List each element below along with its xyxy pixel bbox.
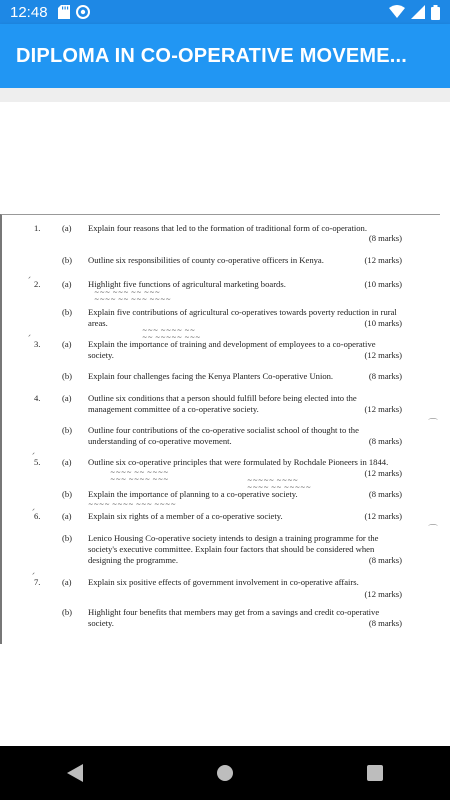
question-part: (b) [62, 255, 73, 265]
question-text: Explain five contributions of agricultural co-operatives towards poverty reduction in rural areas. [88, 307, 397, 328]
question-part: (a) [62, 223, 72, 233]
question-marks: (12 marks) [364, 350, 402, 360]
question-number: 1. [34, 223, 41, 233]
app-title: DIPLOMA IN CO-OPERATIVE MOVEME... [16, 44, 408, 67]
signal-icon [411, 5, 425, 19]
question-part: (b) [62, 371, 73, 381]
question-number: 3. [34, 339, 41, 349]
question-marks: (12 marks) [364, 511, 402, 521]
question-text: Explain four challenges facing the Kenya Planters Co-operative Union. [88, 371, 334, 381]
recents-icon [367, 765, 383, 781]
question-marks: (12 marks) [364, 404, 402, 414]
question-part: (b) [62, 425, 73, 435]
handwritten-notes: ~~~~ ~~ ~~~~ ~~~ ~~~~ ~~~ [110, 468, 169, 483]
question-text: Outline six co-operative principles that were formulated by Rochdale Pioneers in 1844. [88, 457, 389, 467]
home-button[interactable] [195, 746, 255, 800]
handwritten-tick: ˊ [30, 573, 35, 583]
question-marks: (12 marks) [364, 589, 402, 599]
question-part: (a) [62, 511, 72, 521]
question-marks: (12 marks) [364, 468, 402, 478]
question-text: Lenico Housing Co-operative society intends to design a training programme for the society's executive committee. Explain four factors that should be considered when designing the programme. [88, 533, 379, 565]
question-text: Highlight four benefits that members may get from a savings and credit co-operative society. [88, 607, 380, 628]
question-text: Outline six conditions that a person should fulfill before being elected into the management committee of a co-operative society. [88, 393, 357, 414]
question-text: Explain four reasons that led to the formation of traditional form of co-operation. [88, 223, 367, 233]
status-time: 12:48 [10, 3, 48, 21]
question-marks: (8 marks) [368, 436, 402, 446]
question-text: Explain the importance of training and development of employees to a co-operative society. [88, 339, 376, 360]
handwritten-notes: ~~~~ ~~~~ ~~~ ~~~~ [88, 500, 176, 508]
question-part: (b) [62, 533, 73, 543]
back-button[interactable] [45, 746, 105, 800]
handwritten-tick: ˊ [30, 509, 35, 519]
question-marks: (12 marks) [364, 255, 402, 265]
status-bar [0, 0, 450, 24]
question-part: (a) [62, 577, 72, 587]
handwritten-notes: ~~~ ~~~ ~~ ~~~ ~~~~ ~~ ~~~ ~~~~ [94, 288, 172, 303]
question-part: (b) [62, 489, 73, 499]
exam-page [0, 214, 440, 644]
recents-button[interactable] [345, 746, 405, 800]
question-number: 6. [34, 511, 41, 521]
question-part: (a) [62, 339, 72, 349]
handwritten-tick: ˊ [30, 453, 35, 463]
handwritten-tick: ˊ [26, 277, 31, 287]
status-right-icons [389, 5, 440, 20]
question-part: (b) [62, 307, 73, 317]
question-text: Explain six positive effects of government involvement in co-operative affairs. [88, 577, 359, 587]
question-part: (a) [62, 457, 72, 467]
question-number: 7. [34, 577, 41, 587]
sd-card-icon [58, 5, 70, 19]
question-text: Outline six responsibilities of county co-operative officers in Kenya. [88, 255, 324, 265]
question-number: 4. [34, 393, 41, 403]
question-number: 5. [34, 457, 41, 467]
vpn-icon [76, 5, 90, 19]
question-text: Outline four contributions of the co-operative socialist school of thought to the understanding of co-operative movement. [88, 425, 359, 446]
handwritten-notes: ~~~~~ ~~~~ ~~~~ ~~ ~~~~~ [247, 476, 312, 491]
question-marks: (8 marks) [368, 233, 402, 243]
battery-icon [431, 5, 440, 20]
handwritten-tick: ˊ [26, 335, 31, 345]
question-number: 2. [34, 279, 41, 289]
question-marks: (8 marks) [368, 489, 402, 499]
question-text: Highlight five functions of agricultural marketing boards. [88, 279, 286, 289]
back-icon [67, 764, 83, 782]
scan-edge-mark: ⌒ [428, 525, 438, 536]
status-left-icons [58, 5, 90, 19]
question-marks: (10 marks) [364, 279, 402, 289]
handwritten-notes: ~~~ ~~~~ ~~ ~~ ~~~~~ ~~~ [142, 326, 201, 341]
question-marks: (8 marks) [368, 555, 402, 565]
question-text: Explain six rights of a member of a co-operative society. [88, 511, 283, 521]
wifi-icon [389, 5, 405, 19]
viewer-top-strip [0, 88, 450, 102]
scan-edge-mark: ⌒ [428, 419, 438, 430]
question-part: (a) [62, 279, 72, 289]
question-part: (a) [62, 393, 72, 403]
document-viewer[interactable] [0, 102, 450, 746]
question-marks: (8 marks) [368, 618, 402, 628]
question-marks: (10 marks) [364, 318, 402, 328]
question-marks: (8 marks) [368, 371, 402, 381]
app-bar [0, 24, 450, 88]
system-nav-bar [0, 746, 450, 800]
question-part: (b) [62, 607, 73, 617]
question-text: Explain the importance of planning to a co-operative society. [88, 489, 298, 499]
home-icon [216, 764, 234, 782]
